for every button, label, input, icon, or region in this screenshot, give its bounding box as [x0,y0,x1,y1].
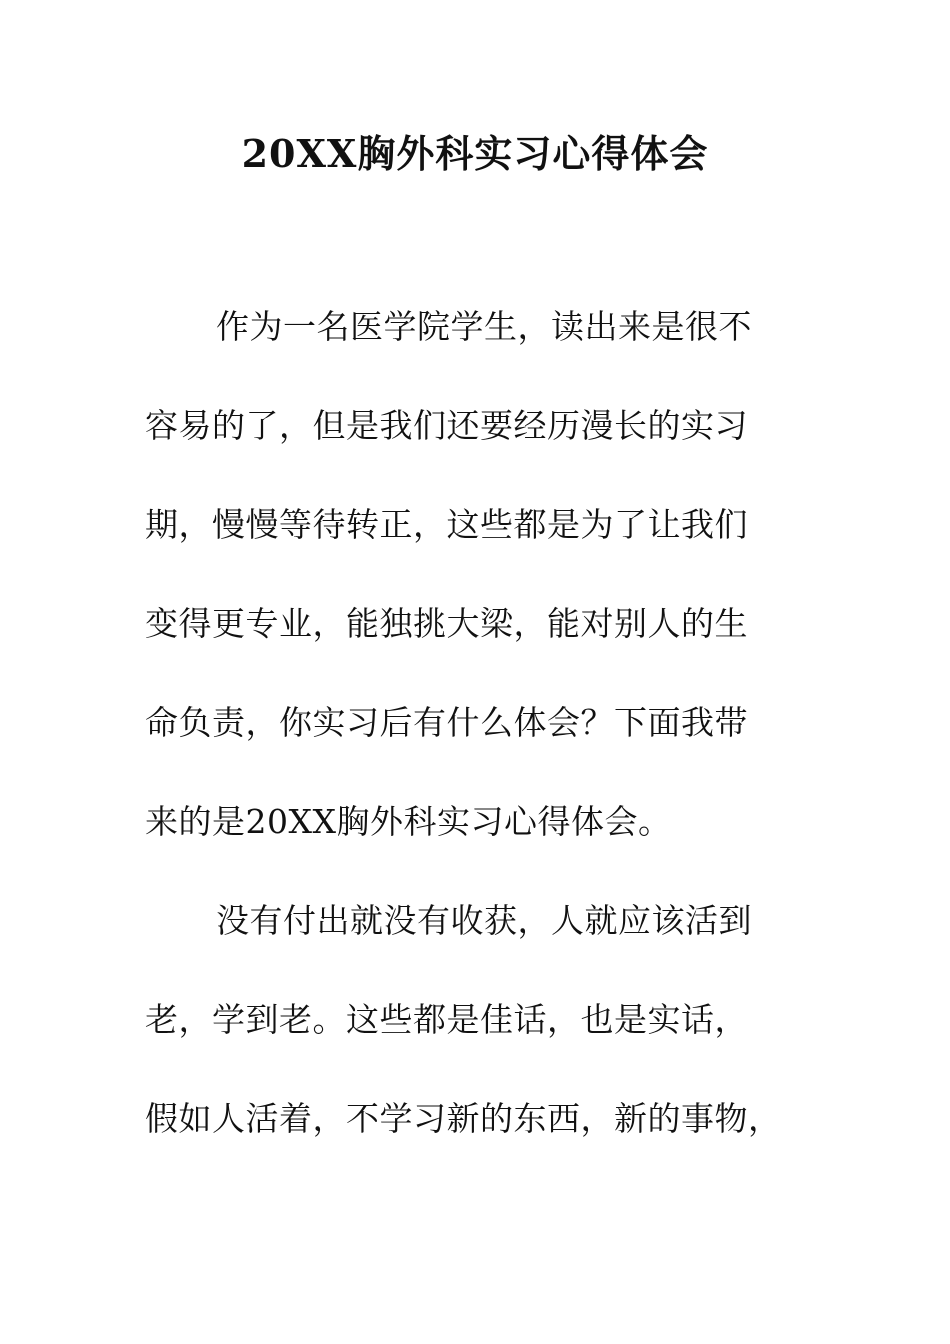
paragraph-line: 来的是20XX胸外科实习心得体会。 [145,802,672,841]
document-title: 20XX胸外科实习心得体会 [241,131,709,176]
paragraph-line: 假如人活着，不学习新的东西，新的事物， [145,1099,782,1138]
paragraph-line: 老，学到老。这些都是佳话，也是实话， [145,1000,748,1039]
paragraph-line: 变得更专业，能独挑大梁，能对别人的生 [145,604,748,643]
paragraph-line: 没有付出就没有收获，人就应该活到 [216,901,752,940]
paragraph-line: 命负责，你实习后有什么体会？下面我带 [145,703,748,742]
paragraph-line: 期，慢慢等待转正，这些都是为了让我们 [145,505,748,544]
paragraph-line: 容易的了，但是我们还要经历漫长的实习 [145,406,748,445]
paragraph-line: 作为一名医学院学生，读出来是很不 [216,307,752,346]
